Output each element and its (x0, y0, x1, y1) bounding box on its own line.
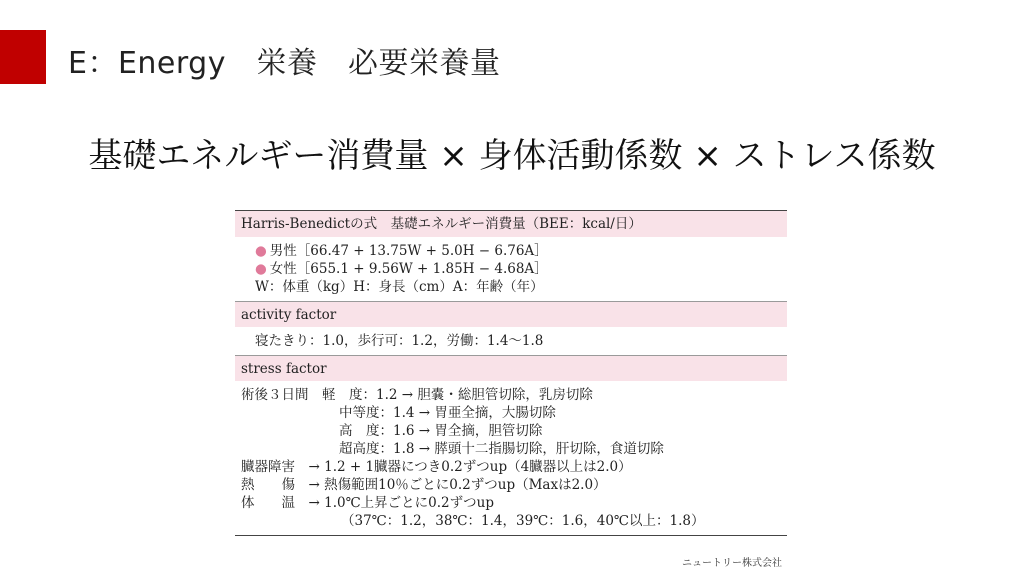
title-accent-bar (0, 30, 46, 84)
activity-values: 寝たきり：1.0，歩行可：1.2，労働：1.4～1.8 (255, 333, 544, 349)
slide-title: E：Energy 栄養 必要栄養量 (68, 46, 501, 81)
activity-body (235, 327, 787, 355)
energy-reference-table (235, 210, 787, 536)
stress-line: 熱 傷 → 熱傷範囲10％ごとに0.2ずつup（Maxは2.0） (241, 477, 607, 493)
stress-line: 中等度：1.4 → 胃亜全摘，大腸切除 (339, 405, 556, 421)
stress-body (235, 381, 787, 535)
energy-formula: 基礎エネルギー消費量 × 身体活動係数 × ストレス係数 (88, 136, 936, 176)
bee-male-formula: 男性［66.47 + 13.75W + 5.0H − 6.76A］ (269, 243, 548, 259)
source-credit: ニュートリー株式会社 (682, 558, 782, 569)
bee-legend: W：体重（kg）H：身長（cm）A：年齢（年） (255, 279, 544, 295)
bullet-icon: ● (255, 243, 267, 259)
stress-line: 臓器障害 → 1.2 + 1臓器につき0.2ずつup（4臓器以上は2.0） (241, 459, 632, 475)
activity-header: activity factor (235, 301, 787, 327)
stress-line: 高 度：1.6 → 胃全摘，胆管切除 (339, 423, 543, 439)
bee-header: Harris-Benedictの式 基礎エネルギー消費量（BEE：kcal/日） (235, 211, 787, 237)
stress-header: stress factor (235, 355, 787, 381)
bee-male-row (241, 242, 781, 260)
stress-line: 体 温 → 1.0℃上昇ごとに0.2ずつup (241, 495, 494, 511)
bee-body (235, 237, 787, 301)
stress-line: 超高度：1.8 → 膵頭十二指腸切除，肝切除，食道切除 (339, 441, 664, 457)
bullet-icon: ● (255, 261, 267, 277)
stress-line: 術後３日間 軽 度：1.2 → 胆嚢・総胆管切除，乳房切除 (241, 387, 593, 403)
bee-female-formula: 女性［655.1 + 9.56W + 1.85H − 4.68A］ (269, 261, 548, 277)
stress-line: （37℃：1.2，38℃：1.4，39℃：1.6，40℃以上：1.8） (341, 513, 705, 529)
bee-female-row (241, 260, 781, 278)
